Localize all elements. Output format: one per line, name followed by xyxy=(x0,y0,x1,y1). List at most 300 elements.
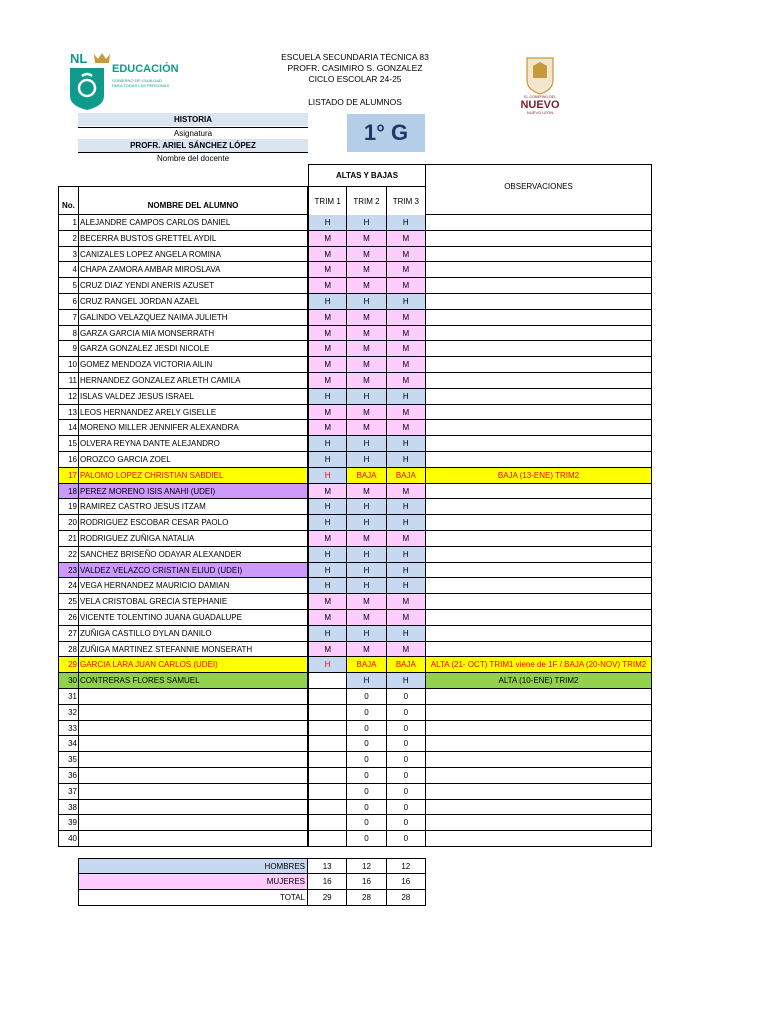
table-row xyxy=(58,484,652,500)
row-number: 8 xyxy=(58,326,78,342)
trim2-cell: H xyxy=(347,547,386,563)
student-name: CHAPA ZAMORA AMBAR MIROSLAVA xyxy=(78,262,308,278)
table-row xyxy=(58,389,652,405)
table-row xyxy=(58,373,652,389)
trim2-cell: M xyxy=(347,326,386,342)
observation-cell xyxy=(426,721,652,737)
totals-label: TOTAL xyxy=(78,890,308,906)
row-number: 14 xyxy=(58,420,78,436)
trim1-cell xyxy=(308,673,347,689)
row-number: 13 xyxy=(58,405,78,421)
totals-value: 16 xyxy=(308,874,347,890)
observation-cell xyxy=(426,247,652,263)
student-name: GARZA GARCIA MIA MONSERRATH xyxy=(78,326,308,342)
observation-cell: BAJA (13-ENE) TRIM2 xyxy=(426,468,652,484)
trim2-cell: 0 xyxy=(347,800,386,816)
trim2-cell: H xyxy=(347,452,386,468)
row-number: 9 xyxy=(58,341,78,357)
logo-gov-small: EL GOBIERNO DEL xyxy=(524,95,556,99)
student-name xyxy=(78,784,308,800)
table-row xyxy=(58,815,652,831)
student-name: OLVERA REYNA DANTE ALEJANDRO xyxy=(78,436,308,452)
trim2-cell: 0 xyxy=(347,689,386,705)
trim1-cell: M xyxy=(308,610,347,626)
trim2-cell: M xyxy=(347,531,386,547)
trim1-cell: M xyxy=(308,262,347,278)
observation-cell xyxy=(426,563,652,579)
row-number: 37 xyxy=(58,784,78,800)
row-number: 25 xyxy=(58,594,78,610)
totals-value: 28 xyxy=(387,890,426,906)
table-row xyxy=(58,768,652,784)
trim1-cell xyxy=(308,705,347,721)
student-name: RODRIGUEZ ESCOBAR CESAR PAOLO xyxy=(78,515,308,531)
table-row xyxy=(58,215,652,231)
student-name: GOMEZ MENDOZA VICTORIA AILIN xyxy=(78,357,308,373)
trim1-cell: M xyxy=(308,420,347,436)
table-row xyxy=(58,800,652,816)
trim1-cell: M xyxy=(308,326,347,342)
table-row xyxy=(58,310,652,326)
table-row xyxy=(58,326,652,342)
gobierno-nuevo-leon-logo xyxy=(505,54,575,118)
observation-cell xyxy=(426,815,652,831)
trim3-cell: H xyxy=(387,578,426,594)
student-name: HERNANDEZ GONZALEZ ARLETH CAMILA xyxy=(78,373,308,389)
trim3-cell: M xyxy=(387,231,426,247)
trim1-cell: H xyxy=(308,626,347,642)
trim2-cell: M xyxy=(347,594,386,610)
trim3-cell: M xyxy=(387,484,426,500)
observation-cell xyxy=(426,231,652,247)
row-number: 39 xyxy=(58,815,78,831)
trim2-cell: H xyxy=(347,563,386,579)
observation-cell xyxy=(426,578,652,594)
trim3-cell: 0 xyxy=(387,831,426,847)
row-number: 7 xyxy=(58,310,78,326)
row-number: 24 xyxy=(58,578,78,594)
trim1-cell xyxy=(308,815,347,831)
trim2-cell: 0 xyxy=(347,752,386,768)
trim1-cell: H xyxy=(308,499,347,515)
trim3-cell: 0 xyxy=(387,736,426,752)
observation-cell xyxy=(426,610,652,626)
table-row xyxy=(58,705,652,721)
row-number: 40 xyxy=(58,831,78,847)
student-name: VALDEZ VELAZCO CRISTIAN ELIUD (UDEI) xyxy=(78,563,308,579)
row-number: 27 xyxy=(58,626,78,642)
trim1-cell: H xyxy=(308,547,347,563)
trim2-cell: 0 xyxy=(347,784,386,800)
student-name: ALEJANDRE CAMPOS CARLOS DANIEL xyxy=(78,215,308,231)
logo-sub1: GOBIERNO DE IGUALDAD xyxy=(112,78,162,83)
trim2-cell: 0 xyxy=(347,705,386,721)
student-name: PEREZ MORENO ISIS ANAHI (UDEI) xyxy=(78,484,308,500)
trim3-cell: M xyxy=(387,420,426,436)
observation-cell xyxy=(426,278,652,294)
observation-cell xyxy=(426,484,652,500)
student-name xyxy=(78,800,308,816)
observation-cell xyxy=(426,800,652,816)
header-trim3: TRIM 3 xyxy=(387,186,426,215)
trim2-cell: H xyxy=(347,578,386,594)
table-row xyxy=(58,831,652,847)
trim1-cell xyxy=(308,736,347,752)
table-row xyxy=(58,515,652,531)
row-number: 4 xyxy=(58,262,78,278)
logo-sub2: PARA TODAS LAS PERSONAS xyxy=(112,83,170,88)
list-title: LISTADO DE ALUMNOS xyxy=(308,97,402,107)
trim2-cell: H xyxy=(347,436,386,452)
trim1-cell xyxy=(308,831,347,847)
trim2-cell: H xyxy=(347,499,386,515)
trim2-cell: M xyxy=(347,247,386,263)
student-name: RAMIREZ CASTRO JESUS ITZAM xyxy=(78,499,308,515)
trim1-cell: M xyxy=(308,642,347,658)
trim2-cell: M xyxy=(347,405,386,421)
observation-cell xyxy=(426,594,652,610)
trim2-cell: M xyxy=(347,231,386,247)
trim2-cell: H xyxy=(347,215,386,231)
trim1-cell: M xyxy=(308,341,347,357)
totals-row xyxy=(78,858,426,874)
row-number: 20 xyxy=(58,515,78,531)
logo-nl-text: NL xyxy=(70,51,88,66)
trim3-cell: H xyxy=(387,673,426,689)
school-cycle: CICLO ESCOLAR 24-25 xyxy=(308,74,402,84)
trim1-cell: H xyxy=(308,578,347,594)
student-name: SANCHEZ BRISEÑO ODAYAR ALEXANDER xyxy=(78,547,308,563)
student-name xyxy=(78,831,308,847)
student-name: VELA CRISTOBAL GRECIA STEPHANIE xyxy=(78,594,308,610)
observation-cell xyxy=(426,262,652,278)
trim1-cell xyxy=(308,721,347,737)
totals-value: 16 xyxy=(347,874,386,890)
trim3-cell: M xyxy=(387,405,426,421)
observation-cell xyxy=(426,326,652,342)
table-row xyxy=(58,657,652,673)
trim2-cell: 0 xyxy=(347,815,386,831)
table-row xyxy=(58,262,652,278)
row-number: 3 xyxy=(58,247,78,263)
row-number: 23 xyxy=(58,563,78,579)
student-name: CONTRERAS FLORES SAMUEL xyxy=(78,673,308,689)
totals-row xyxy=(78,890,426,906)
trim3-cell: H xyxy=(387,563,426,579)
trim2-cell: H xyxy=(347,294,386,310)
trim1-cell xyxy=(308,768,347,784)
trim3-cell: 0 xyxy=(387,721,426,737)
row-number: 1 xyxy=(58,215,78,231)
observation-cell xyxy=(426,752,652,768)
observation-cell xyxy=(426,452,652,468)
student-name: ZUÑIGA MARTINEZ STEFANNIE MONSERATH xyxy=(78,642,308,658)
table-row xyxy=(58,673,652,689)
trim1-cell: H xyxy=(308,294,347,310)
table-row xyxy=(58,294,652,310)
table-row xyxy=(58,563,652,579)
student-name: LEOS HERNANDEZ ARELY GISELLE xyxy=(78,405,308,421)
trim2-cell: M xyxy=(347,484,386,500)
trim3-cell: M xyxy=(387,326,426,342)
row-number: 31 xyxy=(58,689,78,705)
trim3-cell: M xyxy=(387,341,426,357)
student-name xyxy=(78,736,308,752)
trim3-cell: M xyxy=(387,357,426,373)
trim2-cell: M xyxy=(347,357,386,373)
observation-cell xyxy=(426,642,652,658)
trim3-cell: M xyxy=(387,531,426,547)
trim3-cell: M xyxy=(387,278,426,294)
teacher-label: Nombre del docente xyxy=(78,152,308,165)
trim1-cell: H xyxy=(308,563,347,579)
observation-cell xyxy=(426,531,652,547)
observation-cell xyxy=(426,689,652,705)
observation-cell xyxy=(426,784,652,800)
trim1-cell: M xyxy=(308,405,347,421)
table-row xyxy=(58,231,652,247)
student-name: VEGA HERNANDEZ MAURICIO DAMIAN xyxy=(78,578,308,594)
trim3-cell: 0 xyxy=(387,768,426,784)
observation-cell xyxy=(426,373,652,389)
subject-name: HISTORIA xyxy=(78,113,308,126)
table-row xyxy=(58,578,652,594)
trim1-cell: M xyxy=(308,278,347,294)
trim2-cell: M xyxy=(347,278,386,294)
table-row xyxy=(58,721,652,737)
trim2-cell: 0 xyxy=(347,721,386,737)
student-name: CRUZ DIAZ YENDI ANERIS AZUSET xyxy=(78,278,308,294)
trim3-cell: 0 xyxy=(387,689,426,705)
row-number: 5 xyxy=(58,278,78,294)
row-number: 6 xyxy=(58,294,78,310)
trim1-cell: H xyxy=(308,215,347,231)
trim1-cell: M xyxy=(308,247,347,263)
trim2-cell: M xyxy=(347,420,386,436)
table-row xyxy=(58,594,652,610)
trim2-cell: BAJA xyxy=(347,468,386,484)
row-number: 18 xyxy=(58,484,78,500)
table-row xyxy=(58,547,652,563)
row-number: 35 xyxy=(58,752,78,768)
header-trim1: TRIM 1 xyxy=(308,186,347,215)
trim2-cell: H xyxy=(347,389,386,405)
trim1-cell: H xyxy=(308,452,347,468)
trim1-cell: M xyxy=(308,373,347,389)
trim3-cell: H xyxy=(387,294,426,310)
trim2-cell: H xyxy=(347,626,386,642)
table-row xyxy=(58,689,652,705)
trim3-cell: 0 xyxy=(387,815,426,831)
trim3-cell: H xyxy=(387,452,426,468)
trim1-cell: H xyxy=(308,436,347,452)
student-name xyxy=(78,705,308,721)
student-name xyxy=(78,721,308,737)
observation-cell xyxy=(426,310,652,326)
header-trim2: TRIM 2 xyxy=(347,186,386,215)
trim2-cell: H xyxy=(347,515,386,531)
observation-cell xyxy=(426,736,652,752)
row-number: 26 xyxy=(58,610,78,626)
table-row xyxy=(58,784,652,800)
totals-value: 28 xyxy=(347,890,386,906)
observation-cell xyxy=(426,436,652,452)
trim2-cell: M xyxy=(347,341,386,357)
student-name: ZUÑIGA CASTILLO DYLAN DANILO xyxy=(78,626,308,642)
table-row xyxy=(58,642,652,658)
trim1-cell: M xyxy=(308,484,347,500)
trim2-cell: 0 xyxy=(347,768,386,784)
student-name: GALINDO VELAZQUEZ NAIMA JULIETH xyxy=(78,310,308,326)
trim3-cell: M xyxy=(387,310,426,326)
row-number: 32 xyxy=(58,705,78,721)
observation-cell xyxy=(426,389,652,405)
trim1-cell: M xyxy=(308,531,347,547)
trim1-cell xyxy=(308,752,347,768)
student-name: GARCIA LARA JUAN CARLOS (UDEI) xyxy=(78,657,308,673)
observation-cell xyxy=(426,357,652,373)
trim3-cell: 0 xyxy=(387,752,426,768)
student-name: MORENO MILLER JENNIFER ALEXANDRA xyxy=(78,420,308,436)
row-number: 36 xyxy=(58,768,78,784)
row-number: 28 xyxy=(58,642,78,658)
trim3-cell: M xyxy=(387,262,426,278)
table-row xyxy=(58,468,652,484)
logo-nl-sub: NUEVO LEÓN xyxy=(526,110,554,115)
totals-value: 29 xyxy=(308,890,347,906)
row-number: 2 xyxy=(58,231,78,247)
observation-cell: ALTA (10-ENE) TRIM2 xyxy=(426,673,652,689)
observation-cell xyxy=(426,768,652,784)
trim3-cell: BAJA xyxy=(387,657,426,673)
totals-value: 13 xyxy=(308,858,347,874)
row-number: 38 xyxy=(58,800,78,816)
student-name: PALOMO LOPEZ CHRISTIAN SABDIEL xyxy=(78,468,308,484)
observation-cell xyxy=(426,341,652,357)
totals-row xyxy=(78,874,426,890)
table-row xyxy=(58,420,652,436)
trim3-cell: H xyxy=(387,499,426,515)
table-row xyxy=(58,626,652,642)
trim1-cell xyxy=(308,784,347,800)
observation-cell xyxy=(426,705,652,721)
trim3-cell: 0 xyxy=(387,784,426,800)
trim1-cell: M xyxy=(308,594,347,610)
trim2-cell: M xyxy=(347,373,386,389)
header-number: No. xyxy=(58,186,78,215)
trim2-cell: H xyxy=(347,673,386,689)
trim3-cell: H xyxy=(387,389,426,405)
header-observations: OBSERVACIONES xyxy=(426,164,652,215)
trim3-cell: M xyxy=(387,594,426,610)
table-row xyxy=(58,436,652,452)
logo-title: EDUCACIÓN xyxy=(112,63,179,75)
trim1-cell: H xyxy=(308,468,347,484)
crown-icon xyxy=(94,53,110,63)
row-number: 15 xyxy=(58,436,78,452)
student-name xyxy=(78,689,308,705)
trim3-cell: H xyxy=(387,626,426,642)
student-name: ISLAS VALDEZ JESUS ISRAEL xyxy=(78,389,308,405)
trim3-cell: H xyxy=(387,515,426,531)
observation-cell xyxy=(426,420,652,436)
observation-cell: ALTA (21- OCT) TRIM1 viene de 1F / BAJA (20-NOV) TRIM2 xyxy=(426,657,652,673)
document-header xyxy=(250,52,460,108)
student-name: CRUZ RANGEL JORDAN AZAEL xyxy=(78,294,308,310)
educacion-logo xyxy=(68,50,193,112)
table-row xyxy=(58,341,652,357)
student-name: OROZCO GARCIA ZOEL xyxy=(78,452,308,468)
totals-label: HOMBRES xyxy=(78,858,308,874)
row-number: 33 xyxy=(58,721,78,737)
table-row xyxy=(58,357,652,373)
student-name xyxy=(78,752,308,768)
totals-label: MUJERES xyxy=(78,874,308,890)
trim3-cell: M xyxy=(387,642,426,658)
totals-value: 12 xyxy=(347,858,386,874)
row-number: 22 xyxy=(58,547,78,563)
row-number: 19 xyxy=(58,499,78,515)
header-student-name: NOMBRE DEL ALUMNO xyxy=(78,186,308,215)
trim3-cell: BAJA xyxy=(387,468,426,484)
trim2-cell: M xyxy=(347,610,386,626)
trim3-cell: 0 xyxy=(387,705,426,721)
observation-cell xyxy=(426,499,652,515)
table-row xyxy=(58,405,652,421)
student-name: CANIZALES LOPEZ ANGELA ROMINA xyxy=(78,247,308,263)
row-number: 34 xyxy=(58,736,78,752)
observation-cell xyxy=(426,831,652,847)
trim1-cell: H xyxy=(308,389,347,405)
trim3-cell: M xyxy=(387,610,426,626)
trim2-cell: M xyxy=(347,310,386,326)
table-row xyxy=(58,278,652,294)
school-name: ESCUELA SECUNDARIA TÉCNICA 83 xyxy=(281,52,429,62)
grade-badge: 1° G xyxy=(347,114,425,152)
row-number: 10 xyxy=(58,357,78,373)
trim2-cell: 0 xyxy=(347,831,386,847)
student-name: VICENTE TOLENTINO JUANA GUADALUPE xyxy=(78,610,308,626)
principal-name: PROFR. CASIMIRO S. GONZALEZ xyxy=(287,63,423,73)
totals-value: 12 xyxy=(387,858,426,874)
trim1-cell: H xyxy=(308,515,347,531)
trim1-cell: M xyxy=(308,357,347,373)
trim1-cell: M xyxy=(308,310,347,326)
table-row xyxy=(58,452,652,468)
totals-value: 16 xyxy=(387,874,426,890)
observation-cell xyxy=(426,215,652,231)
trim2-cell: M xyxy=(347,262,386,278)
student-name: RODRIGUEZ ZUÑIGA NATALIA xyxy=(78,531,308,547)
observation-cell xyxy=(426,626,652,642)
trim3-cell: H xyxy=(387,215,426,231)
row-number: 12 xyxy=(58,389,78,405)
trim1-cell: H xyxy=(308,657,347,673)
row-number: 11 xyxy=(58,373,78,389)
table-row xyxy=(58,752,652,768)
table-row xyxy=(58,499,652,515)
table-row xyxy=(58,736,652,752)
observation-cell xyxy=(426,405,652,421)
row-number: 16 xyxy=(58,452,78,468)
row-number: 29 xyxy=(58,657,78,673)
trim3-cell: M xyxy=(387,247,426,263)
trim3-cell: H xyxy=(387,547,426,563)
trim3-cell: H xyxy=(387,436,426,452)
student-name: BECERRA BUSTOS GRETTEL AYDIL xyxy=(78,231,308,247)
table-row xyxy=(58,610,652,626)
student-name xyxy=(78,768,308,784)
